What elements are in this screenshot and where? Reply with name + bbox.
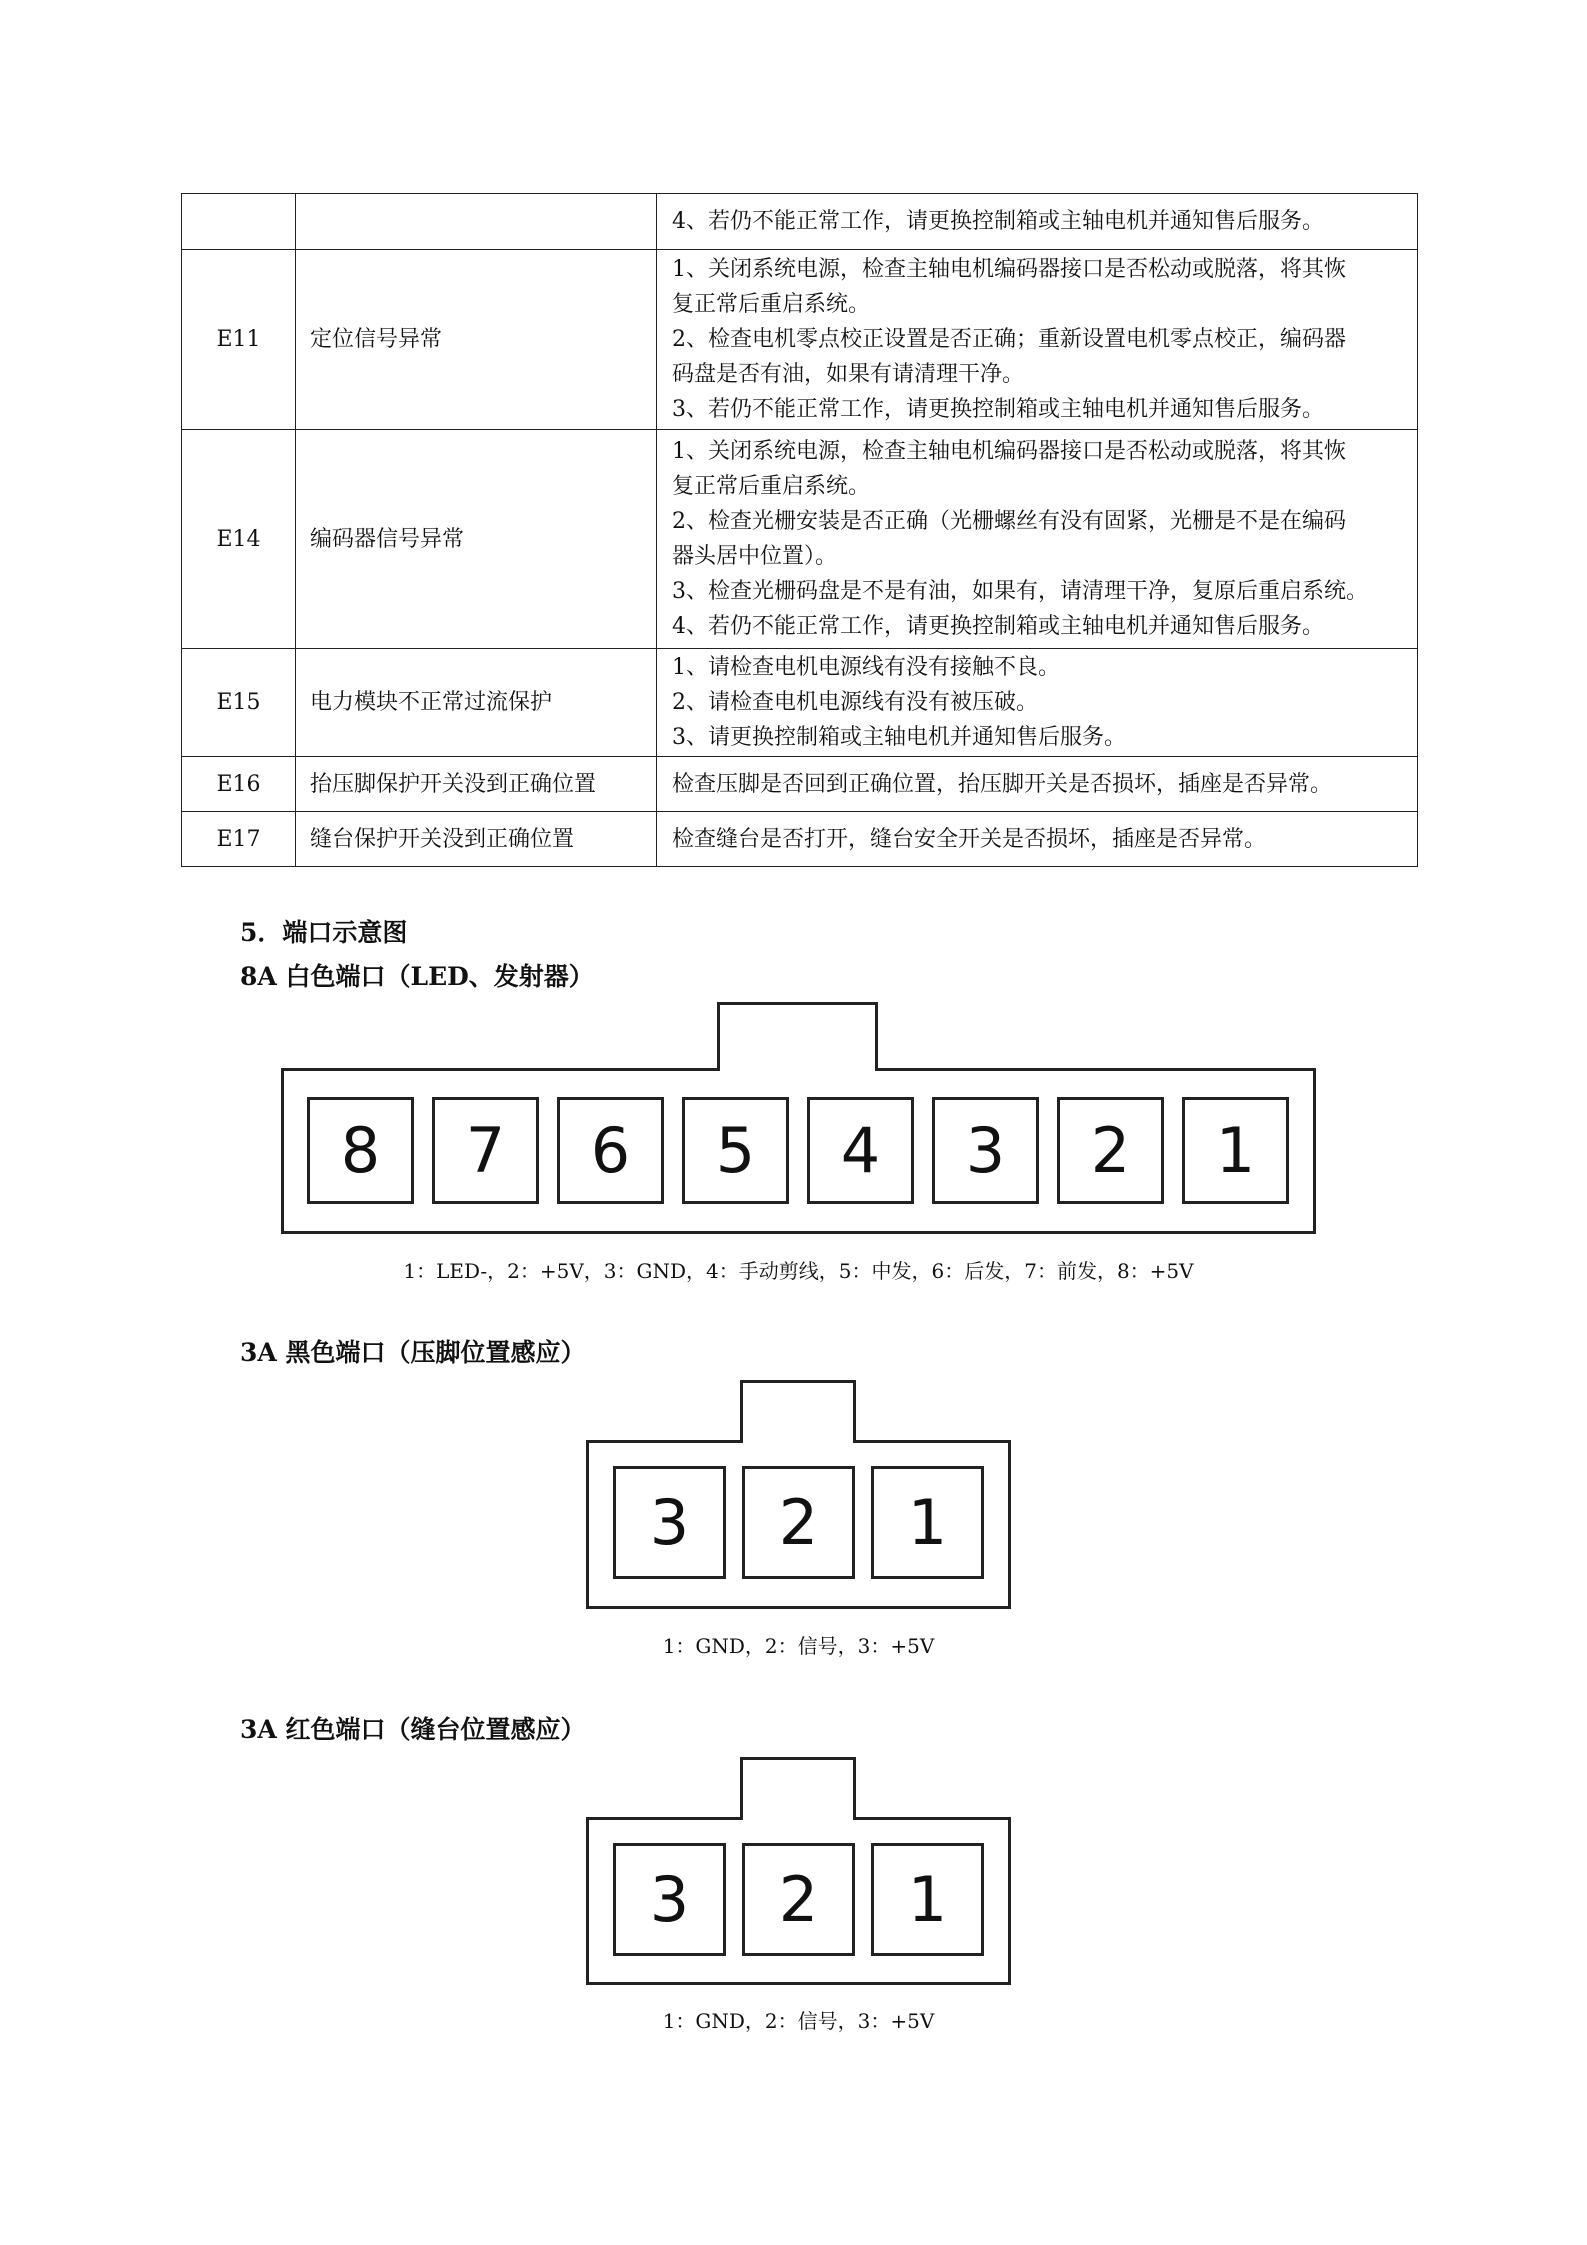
connector-key: [740, 1380, 856, 1442]
pin: 2: [742, 1466, 855, 1579]
fault-description: [296, 194, 657, 250]
pin: 1: [1182, 1097, 1289, 1204]
fault-description: 抬压脚保护开关没到正确位置: [296, 757, 657, 812]
remedy-line: 码盘是否有油，如果有请清理干净。: [672, 362, 1025, 387]
pin: 3: [613, 1843, 726, 1956]
fault-remedy: [657, 194, 1418, 250]
pin: 2: [742, 1843, 855, 1956]
remedy-line: 1、关闭系统电源，检查主轴电机编码器接口是否松动或脱落，将其恢: [672, 439, 1346, 464]
fault-code: [182, 194, 296, 250]
pin: 4: [807, 1097, 914, 1204]
fault-remedy: [657, 430, 1418, 649]
section-title: 5．端口示意图: [240, 918, 408, 947]
connector-diagram-3pin-black: [586, 1380, 1011, 1609]
fault-remedy: [657, 812, 1418, 867]
remedy-line: 复正常后重启系统。: [672, 474, 871, 499]
pin: 8: [307, 1097, 414, 1204]
fault-remedy: [657, 757, 1418, 812]
remedy-line: 检查缝台是否打开，缝台安全开关是否损坏，插座是否异常。: [672, 826, 1267, 852]
table-row: [182, 194, 1418, 250]
fault-remedy: [657, 649, 1418, 757]
fault-code: E14: [182, 430, 296, 649]
connector-diagram-8pin: [281, 1002, 1316, 1234]
connector-title: 8A 白色端口（LED、发射器）: [240, 962, 594, 991]
remedy-line: 检查压脚是否回到正确位置，抬压脚开关是否损坏，插座是否异常。: [672, 771, 1333, 797]
pin: 6: [557, 1097, 664, 1204]
remedy-line: 复正常后重启系统。: [672, 292, 871, 317]
pinout-caption: 1：LED-，2：+5V，3：GND，4：手动剪线，5：中发，6：后发，7：前发，8：+5V: [403, 1259, 1194, 1283]
remedy-line: 3、请更换控制箱或主轴电机并通知售后服务。: [672, 725, 1126, 750]
fault-description: 编码器信号异常: [296, 430, 657, 649]
pin: 5: [682, 1097, 789, 1204]
remedy-line: 2、请检查电机电源线有没有被压破。: [672, 690, 1038, 715]
remedy-line: 3、若仍不能正常工作，请更换控制箱或主轴电机并通知售后服务。: [672, 397, 1324, 422]
remedy-line: 器头居中位置）。: [672, 544, 838, 569]
remedy-line: 1、关闭系统电源，检查主轴电机编码器接口是否松动或脱落，将其恢: [672, 257, 1346, 282]
pin: 3: [932, 1097, 1039, 1204]
table-row: [182, 757, 1418, 812]
fault-code-table: [181, 193, 1418, 867]
table-row: [182, 250, 1418, 430]
table-row: [182, 812, 1418, 867]
remedy-line: 2、检查电机零点校正设置是否正确；重新设置电机零点校正，编码器: [672, 327, 1346, 352]
connector-diagram-3pin-red: [586, 1757, 1011, 1985]
table-row: [182, 430, 1418, 649]
fault-code: E11: [182, 250, 296, 430]
pin: 7: [432, 1097, 539, 1204]
remedy-line: 3、检查光栅码盘是不是有油，如果有，请清理干净，复原后重启系统。: [672, 579, 1368, 604]
fault-remedy: [657, 250, 1418, 430]
table-row: [182, 649, 1418, 757]
connector-key: [717, 1002, 878, 1070]
fault-description: 定位信号异常: [296, 250, 657, 430]
pinout-caption: 1：GND，2：信号，3：+5V: [662, 2009, 935, 2033]
fault-description: 缝台保护开关没到正确位置: [296, 812, 657, 867]
pin: 1: [871, 1466, 984, 1579]
remedy-line: 2、检查光栅安装是否正确（光栅螺丝有没有固紧，光栅是不是在编码: [672, 509, 1346, 534]
connector-title: 3A 红色端口（缝台位置感应）: [240, 1715, 586, 1744]
fault-code: E16: [182, 757, 296, 812]
fault-code: E17: [182, 812, 296, 867]
pin: 3: [613, 1466, 726, 1579]
remedy-line: 4、若仍不能正常工作，请更换控制箱或主轴电机并通知售后服务。: [672, 614, 1324, 639]
remedy-line: 4、若仍不能正常工作，请更换控制箱或主轴电机并通知售后服务。: [672, 209, 1324, 234]
pin: 2: [1057, 1097, 1164, 1204]
pinout-caption: 1：GND，2：信号，3：+5V: [662, 1634, 935, 1658]
fault-code: E15: [182, 649, 296, 757]
fault-description: 电力模块不正常过流保护: [296, 649, 657, 757]
remedy-line: 1、请检查电机电源线有没有接触不良。: [672, 655, 1060, 680]
connector-title: 3A 黑色端口（压脚位置感应）: [240, 1338, 586, 1367]
connector-key: [740, 1757, 856, 1819]
pin: 1: [871, 1843, 984, 1956]
